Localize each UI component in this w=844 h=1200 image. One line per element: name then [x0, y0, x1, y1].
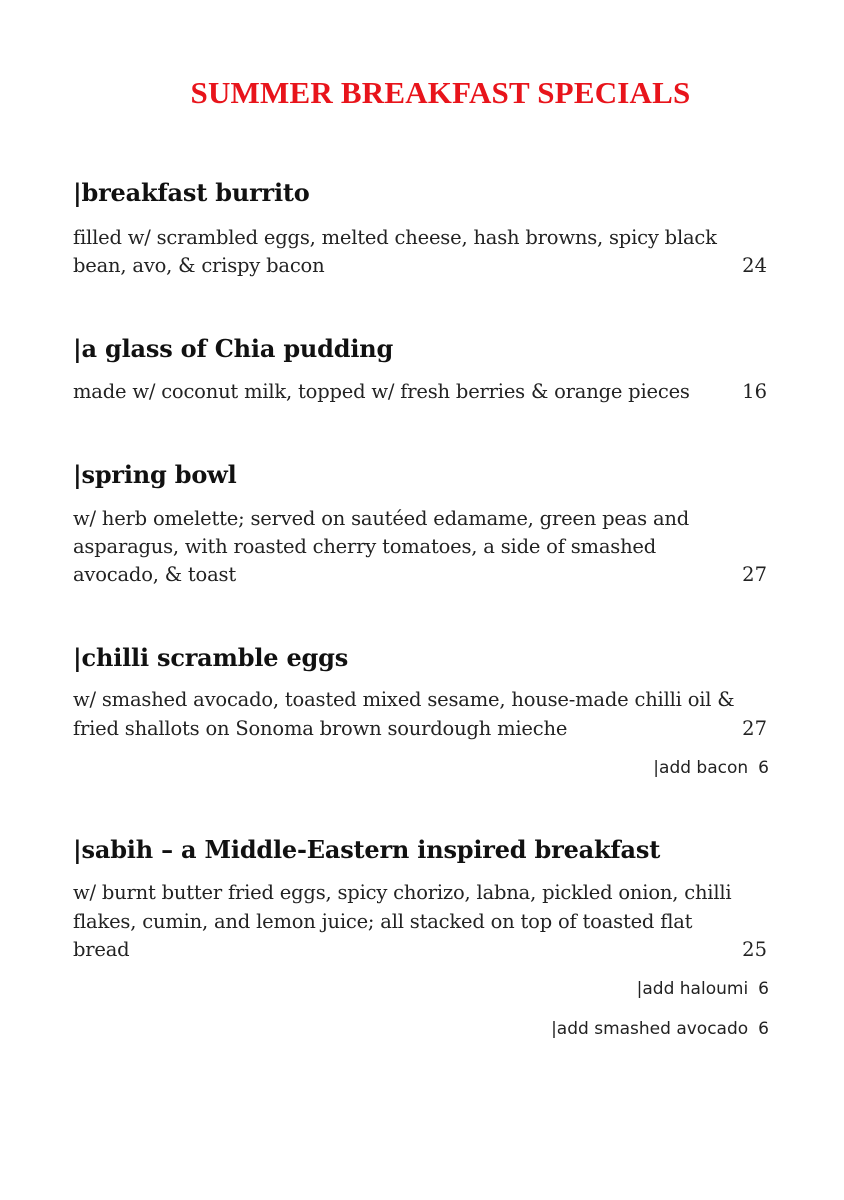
addon-item [653, 758, 769, 778]
item-heading: |spring bowl [73, 460, 237, 489]
item-description-line: w/ herb omelette; served on sautéed edamame, green peas and [73, 507, 690, 530]
addon-item [551, 1019, 769, 1039]
item-heading: |breakfast burrito [73, 178, 310, 207]
item-description-line: asparagus, with roasted cherry tomatoes, a side of smashed [73, 535, 657, 558]
addon-price: 6 [758, 1019, 769, 1039]
item-description-line: made w/ coconut milk, topped w/ fresh berries & orange pieces [73, 380, 690, 403]
addon-price: 6 [758, 758, 769, 778]
item-description-line: filled w/ scrambled eggs, melted cheese, hash browns, spicy black [73, 226, 717, 249]
item-description-line: flakes, cumin, and lemon juice; all stacked on top of toasted flat [73, 910, 693, 933]
item-heading: |sabih – a Middle-Eastern inspired breakfast [73, 835, 661, 864]
item-description-line: avocado, & toast [73, 563, 236, 586]
addon-price: 6 [758, 979, 769, 999]
item-description-line: w/ burnt butter fried eggs, spicy chorizo, labna, pickled onion, chilli [73, 881, 732, 904]
item-heading: |a glass of Chia pudding [73, 334, 394, 363]
item-price: 27 [742, 717, 767, 740]
item-description-line: w/ smashed avocado, toasted mixed sesame, house-made chilli oil & [73, 688, 735, 711]
addon-item [637, 979, 769, 999]
item-price: 25 [742, 938, 767, 961]
item-price: 27 [742, 563, 767, 586]
addon-label: |add smashed avocado [551, 1019, 749, 1039]
menu-title: SUMMER BREAKFAST SPECIALS [190, 75, 691, 110]
item-description-line: bread [73, 938, 130, 961]
item-heading: |chilli scramble eggs [73, 643, 348, 672]
addon-label: |add haloumi [636, 979, 749, 999]
item-description-line: bean, avo, & crispy bacon [73, 254, 325, 277]
item-price: 24 [742, 254, 767, 277]
item-price: 16 [742, 380, 767, 403]
item-description-line: fried shallots on Sonoma brown sourdough mieche [73, 717, 568, 740]
addon-label: |add bacon [653, 758, 749, 778]
